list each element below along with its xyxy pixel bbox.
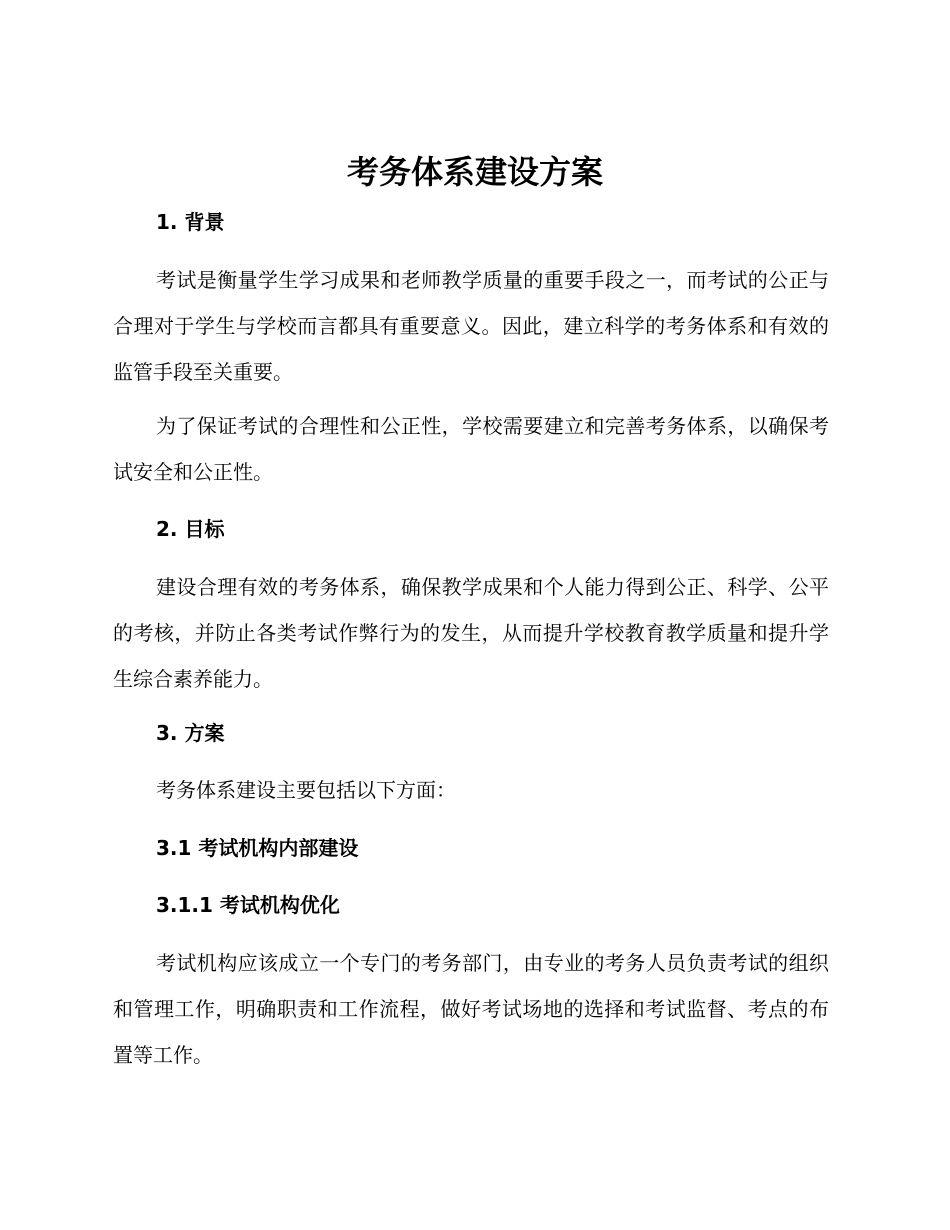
paragraph-background-1: 考试是衡量学生学习成果和老师教学质量的重要手段之一，而考试的公正与合理对于学生与学校而言都具有重要意义。因此，建立科学的考务体系和有效的监管手段至关重要。	[113, 268, 829, 384]
paragraph-goals: 建设合理有效的考务体系，确保教学成果和个人能力得到公正、科学、公平的考核，并防止各类考试作弊行为的发生，从而提升学校教育教学质量和提升学生综合素养能力。	[113, 575, 829, 691]
heading-plan: 3. 方案	[156, 721, 225, 745]
heading-3-1: 3.1 考试机构内部建设	[156, 836, 359, 860]
paragraph-plan-intro: 考务体系建设主要包括以下方面：	[156, 778, 456, 802]
paragraph-background-2: 为了保证考试的合理性和公正性，学校需要建立和完善考务体系，以确保考试安全和公正性。	[113, 414, 829, 484]
heading-goals: 2. 目标	[156, 517, 225, 541]
heading-background: 1. 背景	[156, 210, 225, 234]
heading-3-1-1: 3.1.1 考试机构优化	[156, 893, 340, 917]
paragraph-3-1-1: 考试机构应该成立一个专门的考务部门，由专业的考务人员负责考试的组织和管理工作，明确职责和工作流程，做好考试场地的选择和考试监督、考点的布置等工作。	[113, 951, 829, 1067]
document-title: 考务体系建设方案	[346, 153, 603, 191]
